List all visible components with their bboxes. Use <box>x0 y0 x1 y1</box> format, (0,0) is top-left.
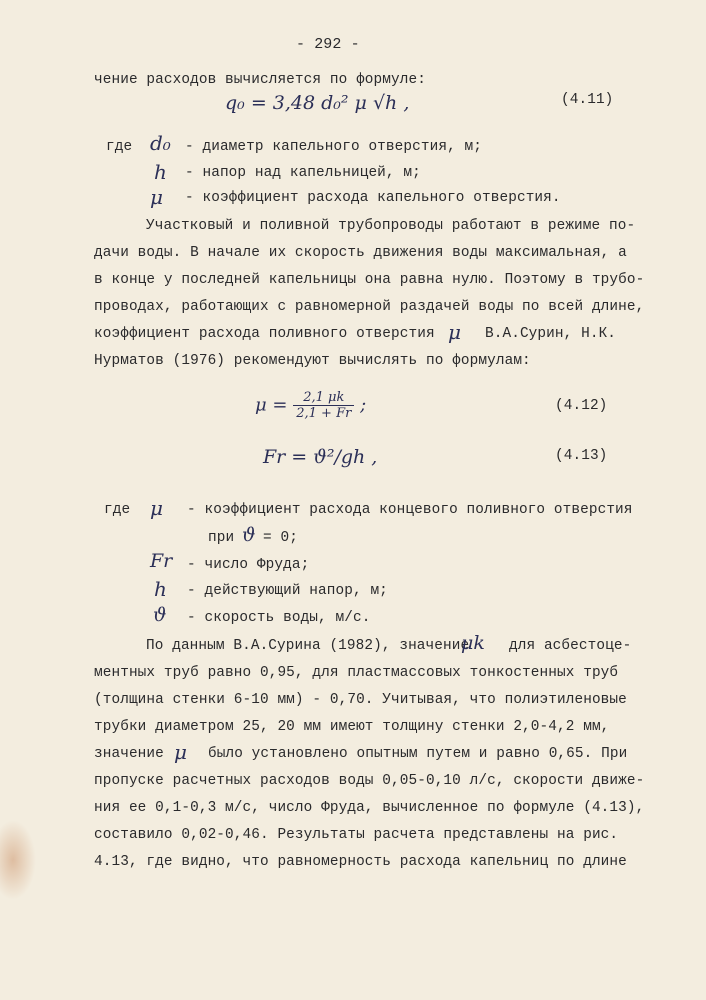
text-line: (толщина стенки 6-10 мм) - 0,70. Учитывая, что полиэтиленовые <box>94 692 627 708</box>
text-line: - скорость воды, м/с. <box>187 610 371 626</box>
text-line: Нурматов (1976) рекомендуют вычислять по формулам: <box>94 353 531 369</box>
text-line: По данным В.А.Сурина (1982), значение <box>146 638 470 654</box>
symbol-h: h <box>154 160 167 184</box>
text-line: проводах, работающих с равномерной раздачей воды по всей длине, <box>94 299 645 315</box>
symbol-mu: μ <box>150 185 163 209</box>
text-line: для асбестоце- <box>509 638 632 654</box>
text-line: 4.13, где видно, что равномерность расхода капельниц по длине <box>94 854 627 870</box>
symbol-d0: d₀ <box>150 131 171 155</box>
symbol-v: ϑ <box>153 604 167 626</box>
eq2-denominator: 2,1 + Fr <box>296 406 352 421</box>
text-line: - коэффициент расхода концевого поливного отверстия <box>187 502 633 518</box>
text-line: - напор над капельницей, м; <box>185 165 421 181</box>
text-line: В.А.Сурин, Н.К. <box>485 326 617 342</box>
text-line: ния ее 0,1-0,3 м/с, число Фруда, вычисленное по формуле (4.13), <box>94 800 645 816</box>
symbol-muk: μk <box>461 632 485 654</box>
text-line: - диаметр капельного отверстия, м; <box>185 139 483 155</box>
symbol-fr: Fr <box>150 550 173 572</box>
text-line: было установлено опытным путем и равно 0,65. При <box>208 746 628 762</box>
text-line: Участковый и поливной трубопроводы работают в режиме по- <box>146 218 636 234</box>
equation-4-13: Fr = ϑ²/gh , <box>263 446 378 468</box>
text-line: = 0; <box>263 530 298 546</box>
equation-4-11: q₀ = 3,48 d₀² μ √h , <box>225 92 410 114</box>
text-line: составило 0,02-0,46. Результаты расчета представлены на рис. <box>94 827 619 843</box>
symbol-mu: μ <box>448 320 461 344</box>
equation-number: (4.13) <box>555 448 608 464</box>
text-line: при <box>208 530 235 546</box>
eq2-lhs: μ = <box>255 394 288 416</box>
page-number: - 292 - <box>296 36 360 53</box>
text-line: - коэффициент расхода капельного отверстия. <box>185 190 561 206</box>
text-line: коэффициент расхода поливного отверстия <box>94 326 435 342</box>
text-line: значение <box>94 746 164 762</box>
symbol-h: h <box>154 577 167 601</box>
equation-4-12 <box>255 390 366 421</box>
eq2-tail: ; <box>360 394 367 416</box>
eq2-numerator: 2,1 μk <box>293 390 354 406</box>
equation-number: (4.11) <box>561 92 614 108</box>
text-line: пропуске расчетных расходов воды 0,05-0,10 л/с, скорости движе- <box>94 773 645 789</box>
text-line: - действующий напор, м; <box>187 583 388 599</box>
symbol-mu: μ <box>174 740 187 764</box>
text-line: - число Фруда; <box>187 557 310 573</box>
text-line: дачи воды. В начале их скорость движения воды максимальная, а <box>94 245 627 261</box>
where-label: где <box>106 139 133 155</box>
eq2-fraction <box>293 390 354 421</box>
symbol-v: ϑ <box>242 524 256 546</box>
text-line: ментных труб равно 0,95, для пластмассовых тонкостенных труб <box>94 665 619 681</box>
text-line: в конце у последней капельницы она равна нулю. Поэтому в трубо- <box>94 272 645 288</box>
where-label: где <box>104 502 131 518</box>
symbol-mu: μ <box>150 496 163 520</box>
text-line: трубки диаметром 25, 20 мм имеют толщину стенки 2,0-4,2 мм, <box>94 719 610 735</box>
paper-stain <box>0 820 36 900</box>
text-line: чение расходов вычисляется по формуле: <box>94 72 426 88</box>
equation-number: (4.12) <box>555 398 608 414</box>
